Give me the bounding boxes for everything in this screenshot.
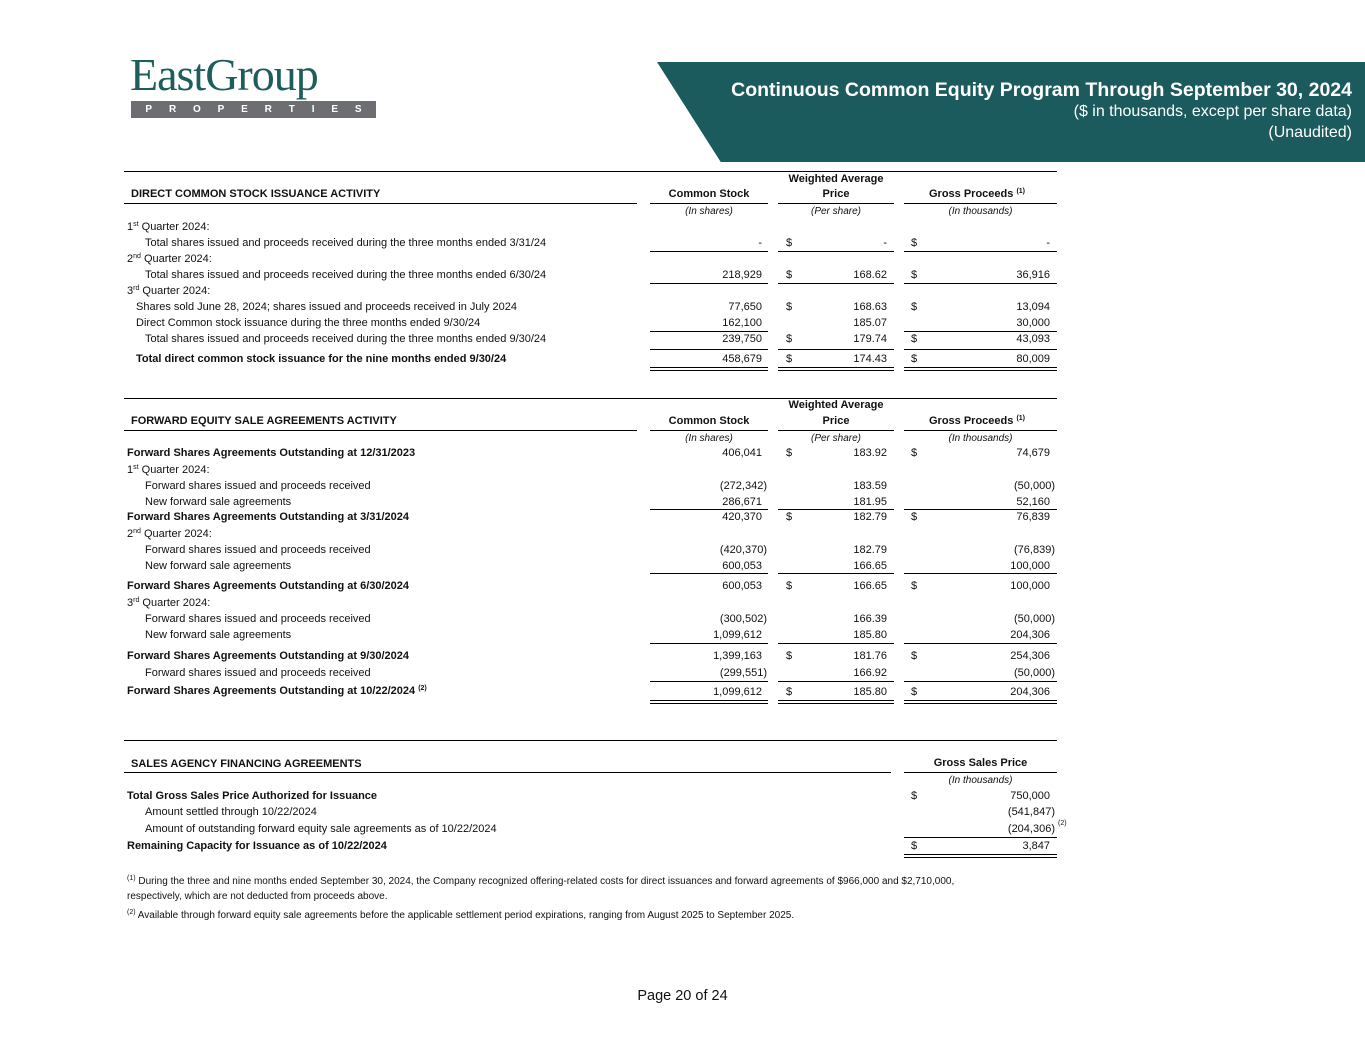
row-label-total: Total direct common stock issuance for the nine months ended 9/30/24 bbox=[136, 353, 507, 365]
cell-price: 181.76 bbox=[853, 650, 887, 662]
quarter-label: 1st Quarter 2024: bbox=[127, 221, 210, 233]
footnote-2: $^{(2)}$ Available through forward equity sale agreements before the applicable settlement period expirations, ranging from August 2025 to September 2025. bbox=[127, 909, 795, 921]
currency-symbol: $ bbox=[786, 650, 793, 662]
footnote-ref: (2) bbox=[418, 685, 427, 692]
footnote-1: $^{(1)}$ During the three and nine months ended September 30, 2024, the Company recognized offering-related costs for direct issuances and forward agreements of $966,000 and $2,710,000, respectively, which are not deducted from proceeds above. bbox=[127, 875, 955, 902]
cell-shares: 406,041 bbox=[722, 447, 762, 459]
cell-price: 166.39 bbox=[853, 613, 887, 625]
cell-price: - bbox=[883, 237, 887, 249]
logo-letter: P bbox=[145, 104, 153, 115]
cell-shares: 286,671 bbox=[722, 496, 762, 508]
cell-proceeds: 36,916 bbox=[1016, 269, 1050, 281]
currency-symbol: $ bbox=[786, 580, 793, 592]
cell-shares: 1,099,612 bbox=[713, 686, 762, 698]
row-label: Forward shares issued and proceeds received bbox=[145, 480, 371, 492]
page-subtitle-unaudited: (Unaudited) bbox=[1268, 124, 1352, 141]
page-subtitle-units: ($ in thousands, except per share data) bbox=[1073, 103, 1352, 120]
currency-symbol: $ bbox=[911, 686, 918, 698]
column-header-gross-sales: Gross Sales Price bbox=[933, 757, 1028, 769]
currency-symbol: $ bbox=[911, 333, 918, 345]
cell-proceeds: 204,306 bbox=[1010, 629, 1050, 641]
unit-price: (Per share) bbox=[810, 206, 861, 217]
logo-word-east: East bbox=[130, 49, 206, 100]
currency-symbol: $ bbox=[911, 650, 918, 662]
cell-shares: 600,053 bbox=[722, 580, 762, 592]
cell-proceeds: (76,839) bbox=[1014, 544, 1055, 556]
logo-letter: O bbox=[193, 104, 201, 115]
column-header-price-line2: Price bbox=[822, 188, 850, 200]
column-header-price-line1: Weighted Average bbox=[788, 399, 884, 411]
row-label: Direct Common stock issuance during the three months ended 9/30/24 bbox=[136, 317, 481, 329]
cell-price: 182.79 bbox=[853, 511, 887, 523]
currency-symbol: $ bbox=[911, 580, 918, 592]
cell-value: (204,306) bbox=[1007, 823, 1055, 835]
cell-price: 185.80 bbox=[853, 686, 887, 698]
quarter-label: 3rd Quarter 2024: bbox=[127, 285, 211, 297]
unit-gross-sales: (In thousands) bbox=[948, 775, 1013, 786]
table-top-rule bbox=[124, 398, 1057, 399]
table-top-rule bbox=[124, 171, 1057, 172]
quarter-label: 2nd Quarter 2024: bbox=[127, 253, 212, 265]
logo-letter: I bbox=[311, 104, 315, 115]
cell-price: 166.65 bbox=[853, 580, 887, 592]
column-header-price-line1: Weighted Average bbox=[788, 173, 884, 185]
row-label: Amount settled through 10/22/2024 bbox=[145, 806, 317, 818]
logo-letter: S bbox=[354, 104, 362, 115]
currency-symbol: $ bbox=[911, 269, 918, 281]
cell-proceeds: 74,679 bbox=[1016, 447, 1050, 459]
currency-symbol: $ bbox=[786, 333, 793, 345]
unit-proceeds: (In thousands) bbox=[948, 433, 1013, 444]
cell-value: 750,000 bbox=[1010, 790, 1050, 802]
currency-symbol: $ bbox=[911, 790, 918, 802]
page-number: Page 20 of 24 bbox=[637, 988, 728, 1004]
cell-proceeds: 52,160 bbox=[1016, 496, 1050, 508]
cell-proceeds: 76,839 bbox=[1016, 511, 1050, 523]
logo-word-group: Group bbox=[205, 49, 318, 100]
currency-symbol: $ bbox=[786, 511, 793, 523]
table-heading: DIRECT COMMON STOCK ISSUANCE ACTIVITY bbox=[131, 188, 381, 200]
row-label: Total shares issued and proceeds received during the three months ended 3/31/24 bbox=[145, 237, 547, 249]
unit-shares: (In shares) bbox=[685, 433, 733, 444]
row-label-total: Forward Shares Agreements Outstanding at 3/31/2024 bbox=[127, 511, 410, 523]
cell-proceeds: (50,000) bbox=[1014, 480, 1055, 492]
cell-value: 3,847 bbox=[1022, 840, 1050, 852]
cell-shares: (420,370) bbox=[719, 544, 767, 556]
cell-proceeds: 80,009 bbox=[1016, 353, 1050, 365]
footnote-ref: (1) bbox=[1016, 415, 1025, 422]
currency-symbol: $ bbox=[911, 301, 918, 313]
header-rule bbox=[778, 203, 894, 204]
row-label-total: Forward Shares Agreements Outstanding at 12/31/2023 bbox=[127, 447, 416, 459]
cell-value: (541,847) bbox=[1007, 806, 1055, 818]
logo-letter: R bbox=[168, 104, 177, 115]
cell-price: 183.92 bbox=[853, 447, 887, 459]
currency-symbol: $ bbox=[911, 353, 918, 365]
row-label: Shares sold June 28, 2024; shares issued and proceeds received in July 2024 bbox=[136, 301, 517, 313]
quarter-label: 1st Quarter 2024: bbox=[127, 464, 210, 476]
cell-shares: 77,650 bbox=[728, 301, 762, 313]
footnote-ref: (1) bbox=[1016, 188, 1025, 195]
logo-subtitle-bar bbox=[131, 101, 376, 118]
logo-letter: P bbox=[217, 104, 225, 115]
currency-symbol: $ bbox=[786, 353, 793, 365]
header-rule bbox=[124, 203, 637, 204]
cell-shares: (300,502) bbox=[719, 613, 767, 625]
cell-shares: 420,370 bbox=[722, 511, 762, 523]
cell-shares: (299,551) bbox=[719, 667, 767, 679]
header-rule bbox=[650, 203, 768, 204]
currency-symbol: $ bbox=[911, 511, 918, 523]
row-label-total: Forward Shares Agreements Outstanding at 10/22/2024 $^{(2)}$ bbox=[127, 685, 427, 697]
column-header-proceeds-text: Gross Proceeds bbox=[929, 415, 1014, 427]
table-heading: FORWARD EQUITY SALE AGREEMENTS ACTIVITY bbox=[131, 415, 397, 427]
cell-shares: 1,099,612 bbox=[713, 629, 762, 641]
column-header-price-line2: Price bbox=[822, 415, 850, 427]
cell-proceeds: 43,093 bbox=[1016, 333, 1050, 345]
row-label: New forward sale agreements bbox=[145, 496, 292, 508]
footnote-ref: (2) bbox=[1058, 820, 1067, 827]
cell-proceeds: 100,000 bbox=[1010, 560, 1050, 572]
row-label: Forward shares issued and proceeds received bbox=[145, 667, 371, 679]
cell-shares: 162,100 bbox=[722, 317, 762, 329]
cell-proceeds: - bbox=[1046, 237, 1050, 249]
cell-shares: 239,750 bbox=[722, 333, 762, 345]
logo-letter: E bbox=[331, 104, 338, 115]
column-header-shares: Common Stock bbox=[668, 415, 750, 427]
cell-proceeds: 204,306 bbox=[1010, 686, 1050, 698]
table-top-rule bbox=[124, 740, 1057, 741]
cell-proceeds: 13,094 bbox=[1016, 301, 1050, 313]
column-header-proceeds bbox=[929, 415, 1025, 427]
row-label-total: Forward Shares Agreements Outstanding at 9/30/2024 bbox=[127, 650, 410, 662]
row-label-total: Remaining Capacity for Issuance as of 10/22/2024 bbox=[127, 840, 387, 852]
unit-price: (Per share) bbox=[810, 433, 861, 444]
currency-symbol: $ bbox=[911, 840, 918, 852]
cell-proceeds: 30,000 bbox=[1016, 317, 1050, 329]
currency-symbol: $ bbox=[911, 237, 918, 249]
cell-proceeds: 100,000 bbox=[1010, 580, 1050, 592]
cell-price: 185.07 bbox=[853, 317, 887, 329]
cell-price: 181.95 bbox=[853, 496, 887, 508]
currency-symbol: $ bbox=[786, 269, 793, 281]
row-label: Forward shares issued and proceeds received bbox=[145, 613, 371, 625]
row-label: New forward sale agreements bbox=[145, 629, 292, 641]
header-rule bbox=[904, 203, 1057, 204]
row-label: New forward sale agreements bbox=[145, 560, 292, 572]
cell-shares: - bbox=[758, 237, 762, 249]
logo-letter: R bbox=[264, 104, 272, 115]
logo-letter: E bbox=[241, 104, 248, 115]
column-header-shares: Common Stock bbox=[668, 188, 750, 200]
quarter-label: 3rd Quarter 2024: bbox=[127, 597, 211, 609]
cell-shares: 1,399,163 bbox=[713, 650, 762, 662]
currency-symbol: $ bbox=[786, 237, 793, 249]
table-heading: SALES AGENCY FINANCING AGREEMENTS bbox=[131, 758, 362, 770]
cell-price: 166.65 bbox=[853, 560, 887, 572]
cell-price: 168.62 bbox=[853, 269, 887, 281]
cell-shares: 458,679 bbox=[722, 353, 762, 365]
currency-symbol: $ bbox=[786, 686, 793, 698]
column-header-proceeds bbox=[929, 188, 1025, 200]
quarter-label: 2nd Quarter 2024: bbox=[127, 528, 212, 540]
row-label-total: Total Gross Sales Price Authorized for Issuance bbox=[127, 790, 378, 802]
cell-proceeds: (50,000) bbox=[1014, 667, 1055, 679]
currency-symbol: $ bbox=[786, 447, 793, 459]
unit-shares: (In shares) bbox=[685, 206, 733, 217]
row-label: Total shares issued and proceeds received during the three months ended 9/30/24 bbox=[145, 333, 547, 345]
cell-shares: (272,342) bbox=[719, 480, 767, 492]
row-label-total: Forward Shares Agreements Outstanding at 6/30/2024 bbox=[127, 580, 410, 592]
currency-symbol: $ bbox=[786, 301, 793, 313]
currency-symbol: $ bbox=[911, 447, 918, 459]
logo-letter: T bbox=[288, 104, 295, 115]
cell-proceeds: 254,306 bbox=[1010, 650, 1050, 662]
row-label: Total shares issued and proceeds received during the three months ended 6/30/24 bbox=[145, 269, 547, 281]
cell-price: 182.79 bbox=[853, 544, 887, 556]
page-title: Continuous Common Equity Program Through September 30, 2024 bbox=[731, 79, 1352, 101]
cell-price: 179.74 bbox=[853, 333, 887, 345]
cell-shares: 600,053 bbox=[722, 560, 762, 572]
cell-price: 183.59 bbox=[853, 480, 887, 492]
cell-shares: 218,929 bbox=[722, 269, 762, 281]
row-label: Amount of outstanding forward equity sale agreements as of 10/22/2024 bbox=[145, 823, 497, 835]
cell-price: 168.63 bbox=[853, 301, 887, 313]
company-logo bbox=[130, 50, 380, 100]
cell-proceeds: (50,000) bbox=[1014, 613, 1055, 625]
cell-price: 185.80 bbox=[853, 629, 887, 641]
row-label: Forward shares issued and proceeds received bbox=[145, 544, 371, 556]
cell-price: 166.92 bbox=[853, 667, 887, 679]
cell-price: 174.43 bbox=[853, 353, 887, 365]
column-header-proceeds-text: Gross Proceeds bbox=[929, 188, 1014, 200]
unit-proceeds: (In thousands) bbox=[948, 206, 1013, 217]
